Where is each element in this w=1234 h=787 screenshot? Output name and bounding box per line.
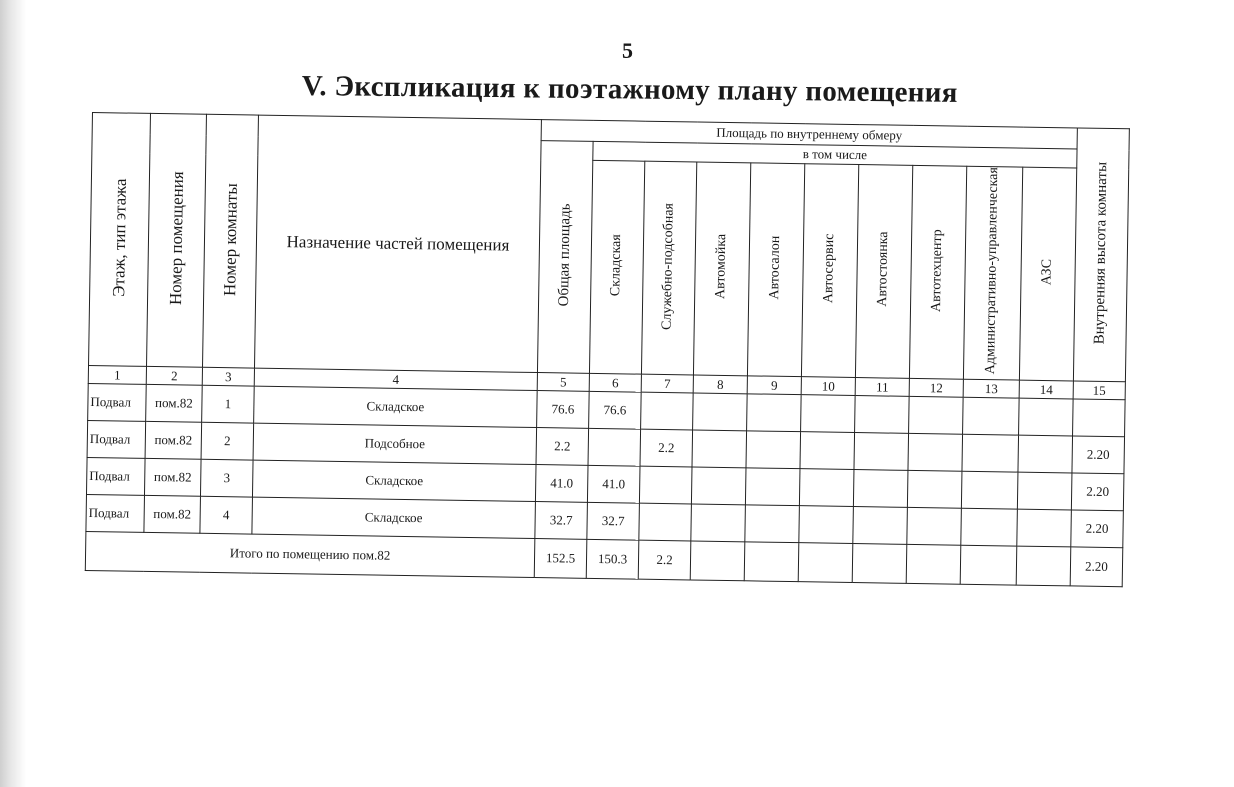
cell-empty [909, 396, 964, 434]
column-number: 12 [909, 378, 963, 397]
header-carwash: Автомойка [693, 162, 750, 376]
cell-empty [799, 506, 854, 544]
cell-empty [854, 433, 909, 471]
header-admin: Административно-управленческая [963, 166, 1022, 380]
column-number: 9 [747, 376, 801, 395]
header-premises-number: Номер помещения [147, 113, 207, 367]
header-parking: Автостоянка [855, 165, 912, 379]
cell-room: 4 [200, 496, 253, 534]
page-number: 5 [622, 38, 633, 63]
cell-warehouse: 76.6 [589, 391, 642, 429]
cell-empty [693, 393, 748, 431]
cell-utility: 2.2 [640, 429, 693, 467]
header-techcenter: Автотехцентр [909, 165, 966, 379]
header-service: Автосервис [801, 164, 858, 378]
total-warehouse-sum: 150.3 [586, 539, 639, 579]
cell-floor: Подвал [87, 420, 146, 458]
cell-height [1073, 399, 1126, 437]
header-including: в том числе [593, 141, 1077, 168]
cell-empty [962, 434, 1019, 472]
cell-empty [907, 507, 962, 545]
page-title: V. Экспликация к поэтажному плану помещения [301, 70, 958, 109]
cell-warehouse: 41.0 [587, 465, 640, 503]
header-purpose: Назначение частей помещения [254, 115, 541, 372]
total-label: Итого по помещению пом.82 [85, 531, 535, 577]
cell-total-area: 41.0 [535, 465, 588, 503]
cell-warehouse: 32.7 [587, 502, 640, 540]
cell-empty [746, 431, 801, 469]
column-number: 6 [589, 373, 641, 392]
cell-empty [963, 397, 1020, 435]
cell-empty [853, 507, 908, 545]
cell-floor: Подвал [86, 494, 145, 532]
column-number: 13 [963, 379, 1019, 398]
explication-table [85, 112, 1130, 587]
header-room-number: Номер комнаты [203, 114, 259, 368]
column-number: 15 [1073, 381, 1125, 400]
cell-empty [960, 545, 1017, 585]
cell-height: 2.20 [1072, 436, 1125, 474]
header-showroom: Автосалон [747, 163, 804, 377]
cell-empty [906, 544, 961, 584]
cell-room: 3 [200, 459, 253, 497]
header-utility: Служебно-подсобная [641, 161, 696, 375]
cell-empty [852, 544, 907, 584]
cell-total-area: 2.2 [536, 428, 589, 466]
cell-empty [961, 471, 1018, 509]
cell-empty [801, 395, 856, 433]
cell-empty [690, 541, 745, 581]
cell-empty [799, 469, 854, 507]
cell-empty [691, 504, 746, 542]
header-inner-height: Внутренняя высота комнаты [1073, 128, 1129, 382]
cell-empty [1017, 472, 1072, 510]
cell-premises: пом.82 [144, 458, 201, 496]
cell-empty [1016, 546, 1071, 586]
cell-premises: пом.82 [145, 421, 202, 459]
column-number: 1 [88, 365, 146, 384]
column-number: 11 [855, 378, 909, 397]
column-number: 7 [641, 374, 693, 393]
header-gas-station: АЗС [1019, 167, 1076, 381]
column-number: 14 [1019, 380, 1073, 399]
cell-floor: Подвал [86, 457, 145, 495]
cell-empty [853, 470, 908, 508]
cell-floor: Подвал [88, 383, 147, 421]
cell-empty [1017, 509, 1072, 547]
header-warehouse: Складская [589, 160, 644, 374]
total-area-sum: 152.5 [534, 539, 587, 579]
cell-purpose: Складское [252, 497, 536, 538]
cell-premises: пом.82 [144, 495, 201, 533]
cell-room: 1 [202, 385, 255, 423]
cell-empty [798, 543, 853, 583]
cell-empty [744, 542, 799, 582]
header-total-area: Общая площадь [537, 141, 593, 374]
cell-empty [907, 470, 962, 508]
cell-empty [691, 467, 746, 505]
column-number: 4 [254, 368, 537, 390]
cell-empty [745, 505, 800, 543]
cell-warehouse [588, 428, 641, 466]
header-area-group: Площадь по внутреннему обмеру [541, 120, 1077, 149]
cell-empty [961, 508, 1018, 546]
cell-empty [692, 430, 747, 468]
cell-empty [855, 396, 910, 434]
cell-utility [641, 392, 694, 430]
cell-empty [745, 468, 800, 506]
cell-utility [639, 503, 692, 541]
cell-empty [747, 394, 802, 432]
column-number: 10 [801, 377, 855, 396]
cell-empty [1019, 398, 1074, 436]
cell-height: 2.20 [1071, 510, 1124, 548]
column-number: 3 [202, 367, 254, 386]
cell-purpose: Подсобное [253, 423, 537, 464]
header-floor: Этаж, тип этажа [89, 113, 151, 367]
cell-total-area: 32.7 [535, 502, 588, 540]
total-utility-sum: 2.2 [638, 540, 691, 580]
cell-room: 2 [201, 422, 254, 460]
total-height: 2.20 [1070, 547, 1123, 587]
cell-utility [639, 466, 692, 504]
cell-premises: пом.82 [146, 384, 203, 422]
scan-edge-shadow [0, 0, 26, 787]
column-number: 5 [537, 373, 589, 392]
cell-total-area: 76.6 [537, 391, 590, 429]
cell-empty [908, 433, 963, 471]
column-number: 2 [146, 366, 202, 385]
explication-table-wrapper [85, 112, 1130, 587]
cell-empty [800, 432, 855, 470]
cell-empty [1018, 435, 1073, 473]
cell-height: 2.20 [1071, 473, 1124, 511]
column-number: 8 [693, 375, 747, 394]
cell-purpose: Складское [254, 386, 538, 427]
cell-purpose: Складское [252, 460, 536, 501]
